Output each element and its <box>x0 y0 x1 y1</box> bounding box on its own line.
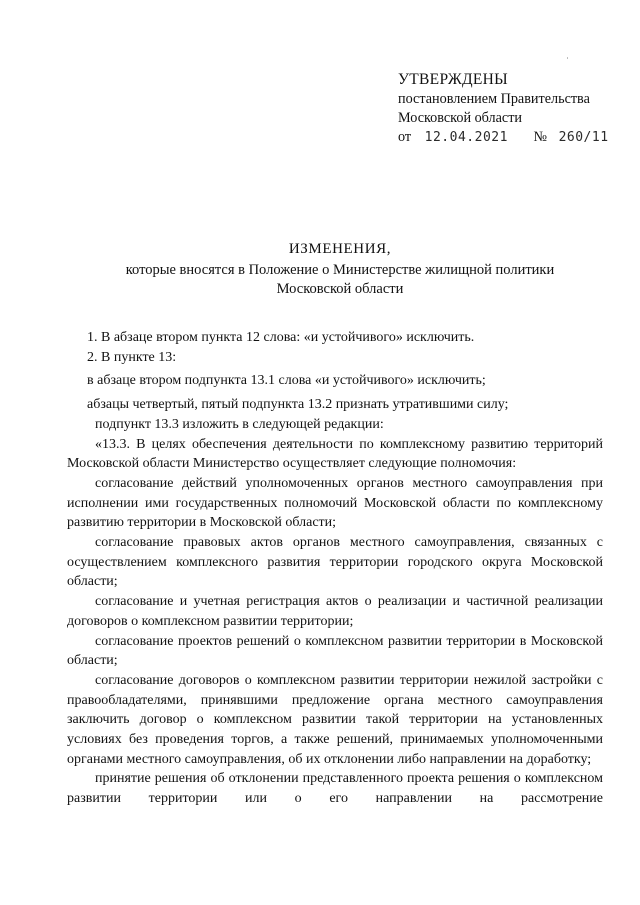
paragraph: согласование договоров о комплексном развитии территории нежилой застройки с правообладателями, принявшими предложение органа местного самоуправления заключить договор о комплексном развитии такой территории на установленных условиях без проведения торгов, а также решений, принимаемых уполномоченными органами местного самоуправления, об их отклонении либо направлении на доработку; <box>67 672 603 767</box>
approval-title: УТВЕРЖДЕНЫ <box>398 71 508 88</box>
paragraph: согласование правовых актов органов местного самоуправления, связанных с осуществлением комплексного развития территории городского округа Московской области; <box>67 535 603 590</box>
paragraph: 1. В абзаце втором пункта 12 слова: «и устойчивого» исключить. <box>87 330 475 345</box>
document-body <box>67 328 603 809</box>
approval-line-2: Московской области <box>398 109 523 126</box>
paragraph: 2. В пункте 13: <box>87 349 177 365</box>
approval-stamp-block <box>398 70 628 148</box>
document-heading <box>60 240 620 299</box>
scan-mark: ˙ <box>566 56 569 66</box>
approval-number: 260/11 <box>558 130 609 145</box>
approval-number-label: № <box>533 129 548 145</box>
approval-from-label: от <box>398 129 412 145</box>
heading-subtitle-line-2: Московской области <box>276 281 404 297</box>
approval-date-row <box>398 128 628 148</box>
paragraph: подпункт 13.3 изложить в следующей редакции: <box>95 416 384 432</box>
paragraph: «13.3. В целях обеспечения деятельности по комплексному развитию территорий Московской области Министерство осуществляет следующие полномочия: <box>67 436 603 472</box>
paragraph: согласование и учетная регистрация актов о реализации и частичной реализации договоров о комплексном развитии территории; <box>67 594 603 629</box>
paragraph: в абзаце втором подпункта 13.1 слова «и устойчивого» исключить; <box>87 373 486 389</box>
heading-subtitle-line-1: которые вносятся в Положение о Министерстве жилищной политики <box>125 262 555 278</box>
approval-line-1: постановлением Правительства <box>398 91 590 107</box>
paragraph: принятие решения об отклонении представленного проекта решения о комплексном развитии территории или о его направлении на рассмотрение <box>67 771 603 807</box>
paragraph: согласование действий уполномоченных органов местного самоуправления при исполнении ими государственных полномочий Московской области по комплексному развитию территории в Московской области; <box>67 475 603 531</box>
heading-title: ИЗМЕНЕНИЯ, <box>288 241 392 257</box>
paragraph: абзацы четвертый, пятый подпункта 13.2 признать утратившими силу; <box>87 397 509 413</box>
approval-date: 12.04.2021 <box>424 130 508 145</box>
paragraph: согласование проектов решений о комплексном развитии территории в Московской области; <box>67 633 603 669</box>
